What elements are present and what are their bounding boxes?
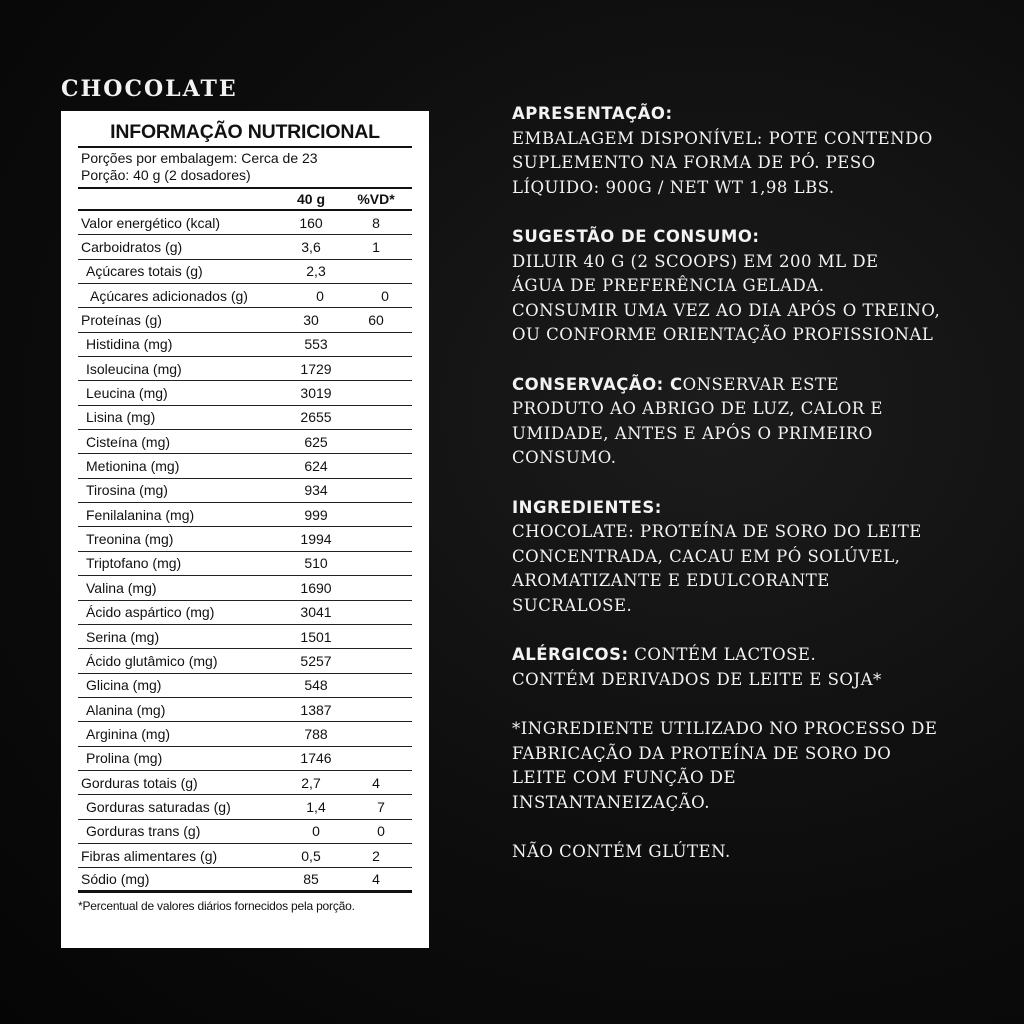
nutrition-title: INFORMAÇÃO NUTRICIONAL — [78, 121, 412, 148]
nutrient-name: Açúcares totais (g) — [86, 263, 203, 280]
table-row — [78, 649, 412, 673]
nutrient-vd: 4 — [372, 774, 380, 791]
column-amount-header: 40 g — [296, 191, 325, 207]
nutrient-name: Valor energético (kcal) — [81, 214, 221, 231]
usage-section — [512, 225, 1012, 348]
portion-size: Porção: 40 g (2 dosadores) — [81, 167, 251, 183]
nutrient-name: Fenilalanina (mg) — [86, 506, 195, 523]
nutrient-amount: 553 — [304, 336, 328, 353]
nutrient-name: Leucina (mg) — [86, 385, 168, 402]
flavor-title: CHOCOLATE — [61, 76, 238, 102]
table-row — [78, 601, 412, 625]
nutrient-vd: 1 — [372, 239, 380, 256]
note-text: *INGREDIENTE UTILIZADO NO PROCESSO DE FABRICAÇÃO DA PROTEÍNA DE SORO DO LEITE COM FUNÇÃO DE INSTANTANEIZAÇÃO. — [512, 719, 938, 812]
table-row — [78, 576, 412, 600]
table-row — [78, 503, 412, 527]
nutrient-amount: 1,4 — [306, 798, 326, 815]
nutrient-amount: 2,7 — [301, 774, 321, 791]
nutrient-amount: 934 — [304, 482, 328, 499]
nutrition-facts-panel — [61, 111, 429, 948]
nutrient-vd: 0 — [381, 287, 389, 304]
allergens-section — [512, 643, 1012, 692]
nutrient-name: Arginina (mg) — [86, 725, 171, 742]
table-header — [78, 189, 412, 211]
nutrient-name: Gorduras trans (g) — [86, 823, 201, 840]
table-row — [78, 333, 412, 357]
usage-text: DILUIR 40 G (2 SCOOPS) EM 200 ML DE ÁGUA DE PREFERÊNCIA GELADA. CONSUMIR UMA VEZ AO DIA APÓS O TREINO, OU CONFORME ORIENTAÇÃO PROFISSIONAL — [512, 251, 941, 344]
table-row — [78, 820, 412, 844]
nutrient-amount: 1746 — [300, 750, 332, 767]
footnote: *Percentual de valores diários fornecidos pela porção. — [78, 898, 355, 913]
nutrient-name: Treonina (mg) — [86, 531, 174, 548]
nutrient-amount: 548 — [304, 677, 328, 694]
usage-heading: SUGESTÃO DE CONSUMO: — [512, 227, 760, 246]
nutrition-rows — [78, 211, 412, 893]
table-row — [78, 381, 412, 405]
nutrient-amount: 2655 — [300, 409, 332, 426]
table-row — [78, 235, 412, 259]
table-row — [78, 674, 412, 698]
nutrient-amount: 0,5 — [301, 847, 321, 864]
table-row — [78, 479, 412, 503]
nutrient-name: Isoleucina (mg) — [86, 360, 182, 377]
nutrient-name: Histidina (mg) — [86, 336, 173, 353]
nutrient-name: Ácido glutâmico (mg) — [86, 652, 218, 669]
table-row — [78, 698, 412, 722]
table-row — [78, 552, 412, 576]
nutrient-vd: 2 — [372, 847, 380, 864]
gluten-text: NÃO CONTÉM GLÚTEN. — [512, 842, 731, 861]
nutrient-amount: 85 — [303, 870, 319, 887]
nutrient-amount: 30 — [303, 312, 319, 329]
nutrient-name: Proteínas (g) — [81, 312, 162, 329]
nutrient-name: Glicina (mg) — [86, 677, 162, 694]
presentation-heading: APRESENTAÇÃO: — [512, 104, 673, 123]
nutrient-amount: 625 — [304, 433, 328, 450]
nutrient-amount: 624 — [304, 458, 328, 475]
table-row — [78, 284, 412, 308]
nutrient-name: Fibras alimentares (g) — [81, 847, 218, 864]
allergens-heading: ALÉRGICOS: — [512, 645, 629, 664]
table-row — [78, 308, 412, 332]
table-row — [78, 771, 412, 795]
nutrient-amount: 3,6 — [301, 239, 321, 256]
nutrient-name: Metionina (mg) — [86, 458, 180, 475]
ingredients-text: CHOCOLATE: PROTEÍNA DE SORO DO LEITE CONCENTRADA, CACAU EM PÓ SOLÚVEL, AROMATIZANTE E EDULCORANTE SUCRALOSE. — [512, 522, 922, 615]
gluten-section — [512, 840, 1012, 865]
nutrient-name: Gorduras totais (g) — [81, 774, 198, 791]
nutrient-vd: 4 — [372, 870, 380, 887]
ingredients-heading: INGREDIENTES: — [512, 497, 662, 517]
presentation-section — [512, 102, 1012, 200]
table-row — [78, 722, 412, 746]
allergens-text: CONTÉM LACTOSE. CONTÉM DERIVADOS DE LEITE E SOJA* — [512, 645, 882, 689]
nutrient-vd: 60 — [368, 312, 384, 329]
servings-per-package: Porções por embalagem: Cerca de 23 — [81, 150, 318, 166]
product-info — [512, 102, 1012, 890]
nutrient-amount: 1501 — [300, 628, 332, 645]
nutrient-name: Ácido aspártico (mg) — [86, 604, 215, 621]
nutrient-vd: 8 — [372, 214, 380, 231]
column-vd-header: %VD* — [357, 191, 395, 207]
table-row — [78, 211, 412, 235]
serving-info — [78, 148, 412, 189]
storage-heading: CONSERVAÇÃO: C — [512, 374, 683, 394]
presentation-text: EMBALAGEM DISPONÍVEL: POTE CONTENDO SUPLEMENTO NA FORMA DE PÓ. PESO LÍQUIDO: 900G / NET WT 1,98 LBS. — [512, 128, 933, 197]
table-row — [78, 625, 412, 649]
nutrient-vd: 7 — [377, 798, 385, 815]
table-row — [78, 844, 412, 868]
nutrient-amount: 2,3 — [306, 263, 326, 280]
nutrient-vd: 0 — [377, 823, 385, 840]
nutrient-amount: 1387 — [300, 701, 332, 718]
nutrient-amount: 999 — [304, 506, 328, 523]
table-row — [78, 868, 412, 892]
table-row — [78, 260, 412, 284]
table-row — [78, 454, 412, 478]
nutrient-name: Alanina (mg) — [86, 701, 166, 718]
nutrient-name: Valina (mg) — [86, 579, 157, 596]
nutrient-amount: 3019 — [300, 385, 332, 402]
nutrient-amount: 788 — [304, 725, 328, 742]
table-row — [78, 430, 412, 454]
table-row — [78, 527, 412, 551]
nutrient-name: Lisina (mg) — [86, 409, 156, 426]
nutrient-amount: 5257 — [300, 652, 332, 669]
table-row — [78, 357, 412, 381]
nutrient-name: Triptofano (mg) — [86, 555, 182, 572]
nutrient-amount: 3041 — [300, 604, 332, 621]
nutrient-name: Prolina (mg) — [86, 750, 163, 767]
nutrient-amount: 0 — [316, 287, 324, 304]
nutrient-name: Cisteína (mg) — [86, 433, 171, 450]
nutrient-name: Serina (mg) — [86, 628, 160, 645]
nutrient-name: Gorduras saturadas (g) — [86, 798, 231, 815]
table-row — [78, 795, 412, 819]
nutrient-amount: 1994 — [300, 531, 332, 548]
ingredients-section — [512, 496, 1012, 619]
nutrient-name: Carboidratos (g) — [81, 239, 183, 256]
storage-section — [512, 373, 1012, 471]
nutrient-amount: 160 — [299, 214, 323, 231]
nutrient-name: Tirosina (mg) — [86, 482, 168, 499]
nutrient-amount: 0 — [312, 823, 320, 840]
nutrient-name: Açúcares adicionados (g) — [90, 287, 248, 304]
note-section — [512, 717, 1012, 815]
nutrient-amount: 1690 — [300, 579, 332, 596]
nutrient-amount: 1729 — [300, 360, 332, 377]
nutrient-name: Sódio (mg) — [81, 870, 150, 887]
table-row — [78, 747, 412, 771]
storage-text: ONSERVAR ESTE PRODUTO AO ABRIGO DE LUZ, CALOR E UMIDADE, ANTES E APÓS O PRIMEIRO CONSUMO. — [512, 374, 883, 467]
table-row — [78, 406, 412, 430]
nutrient-amount: 510 — [304, 555, 328, 572]
